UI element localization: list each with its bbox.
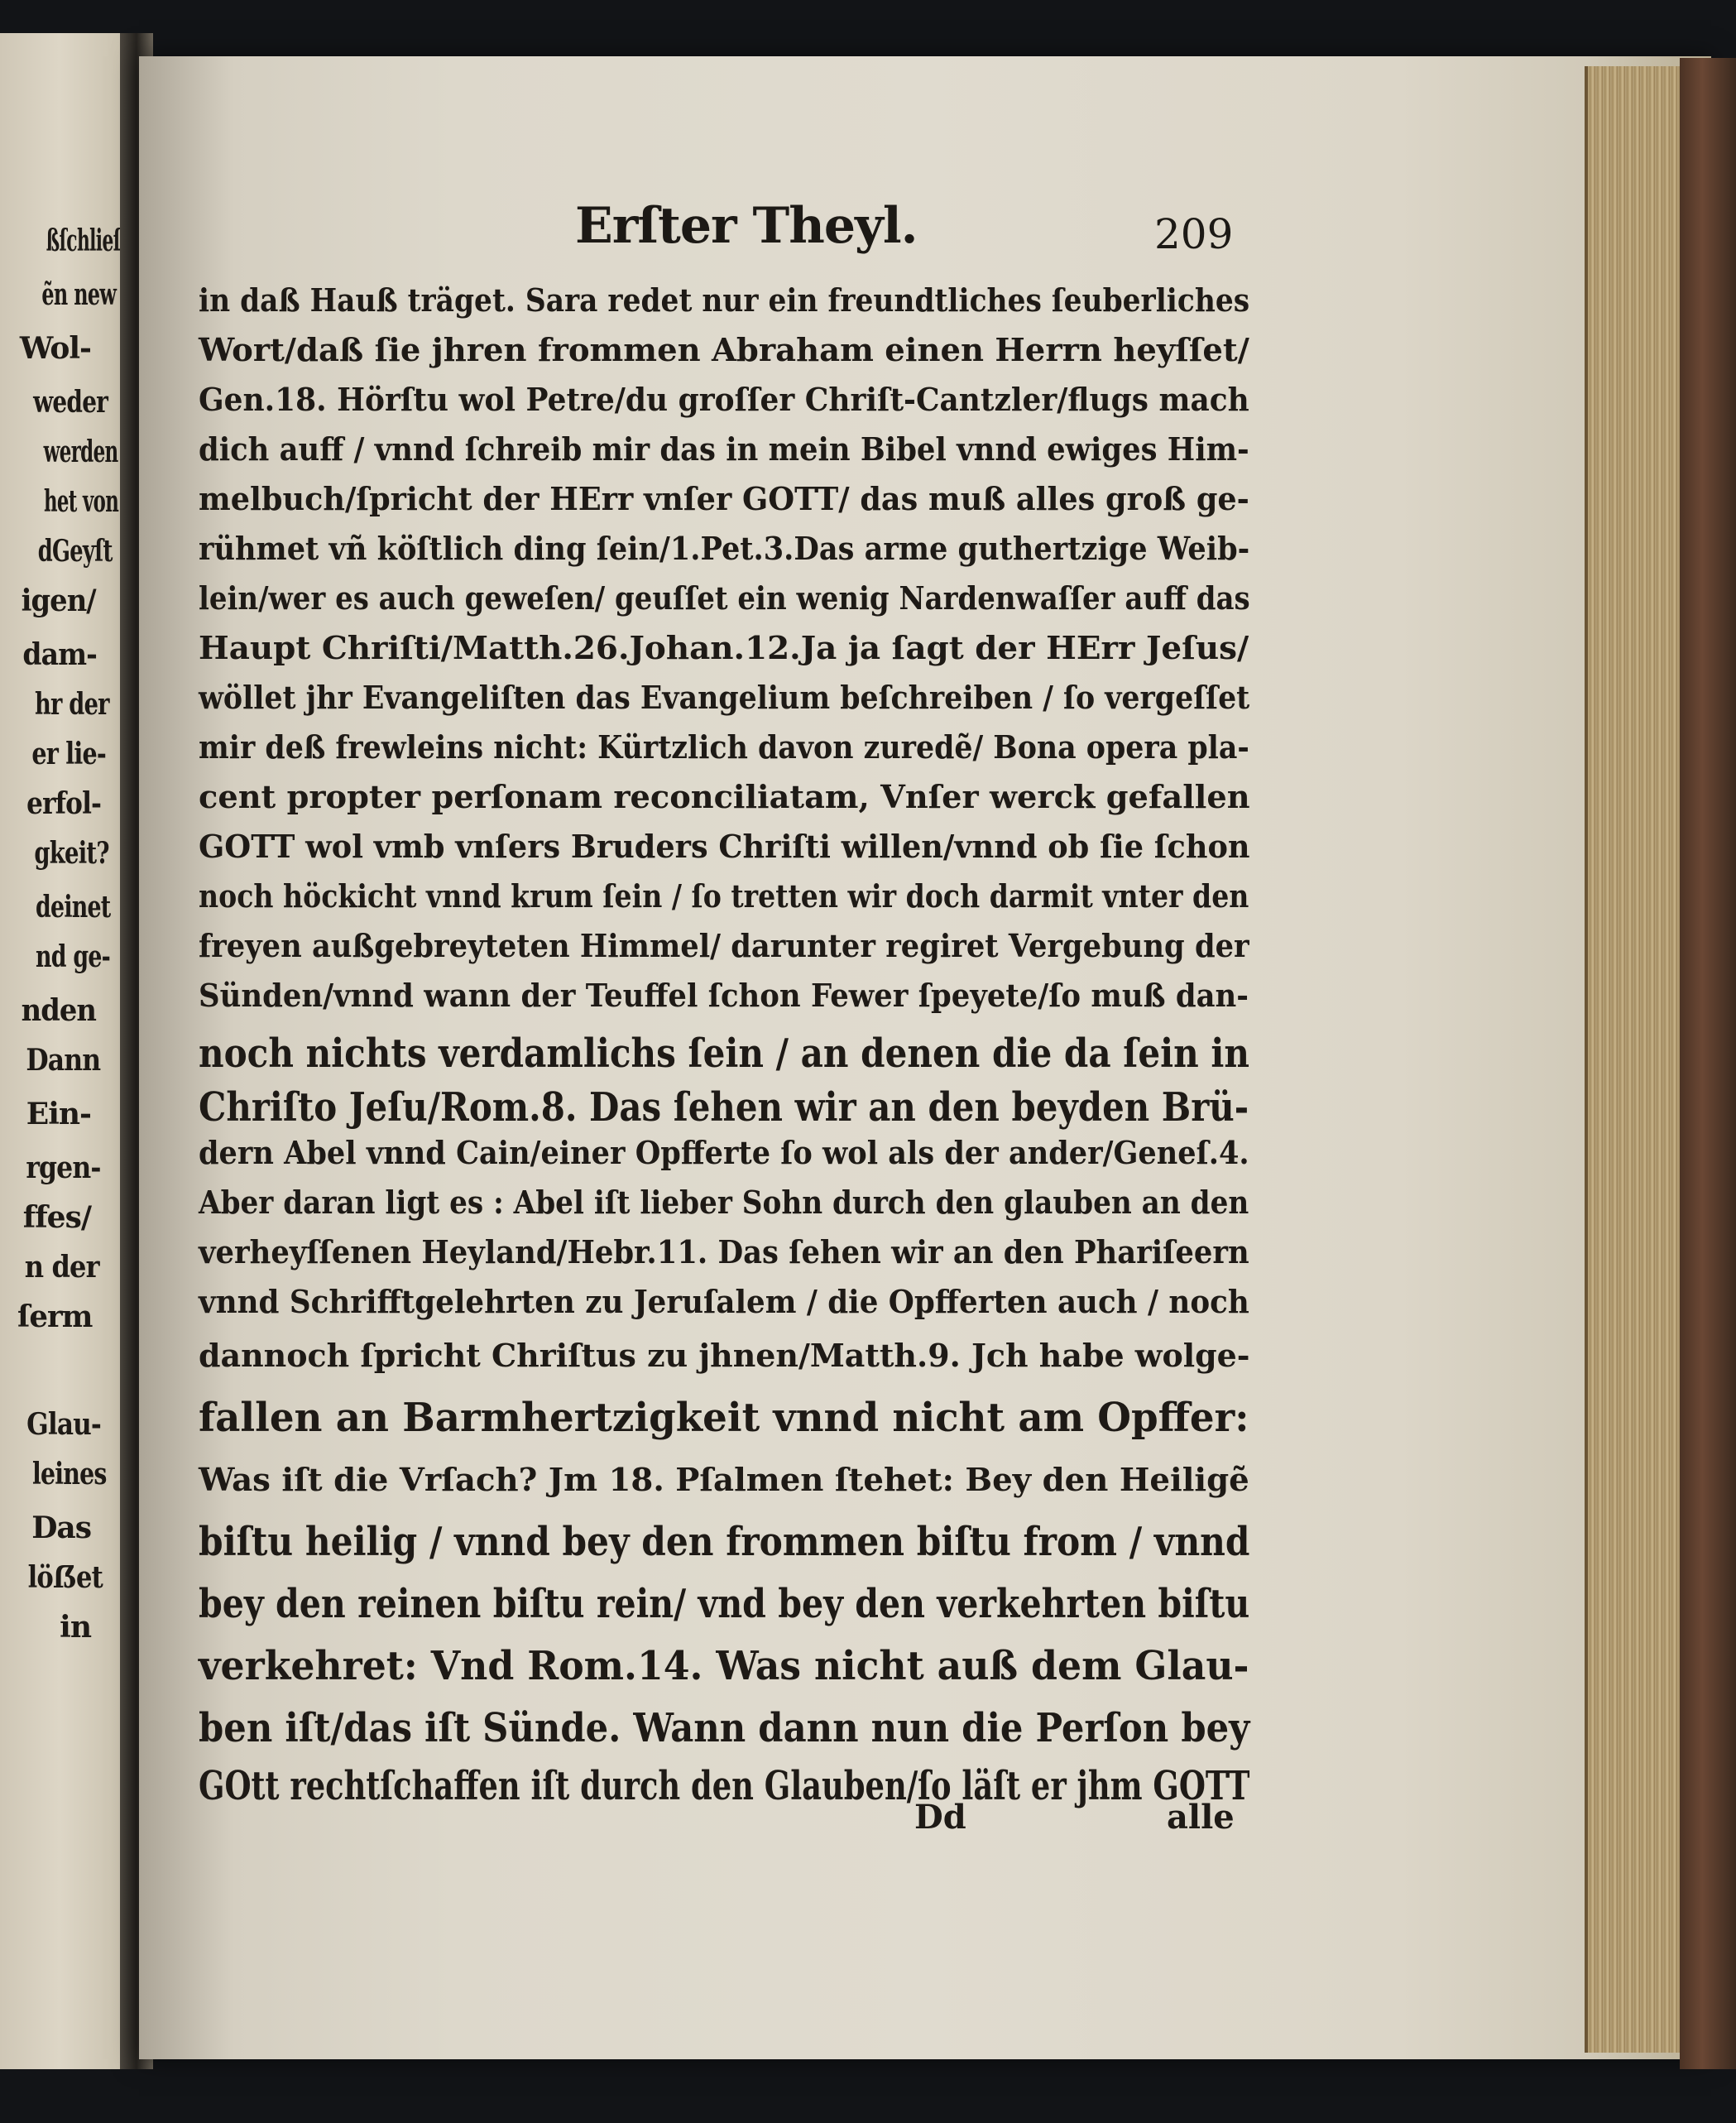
left-page-line: n der <box>24 1250 99 1285</box>
book-cover-edge <box>1680 58 1736 2069</box>
left-page-line: nd ge- <box>36 939 110 974</box>
left-page-line: Das <box>31 1511 91 1545</box>
catchword: alle <box>1167 1798 1235 1837</box>
text-line: Aber daran ligt es : Abel iſt lieber Sohn durch den glauben an den <box>199 1184 1249 1221</box>
text-line: ben iſt/das iſt Sünde. Wann dann nun die Perſon bey <box>199 1705 1250 1751</box>
left-page-line: Wol- <box>19 331 91 366</box>
text-line: Chriſto Jeſu/Rom.8. Das ſehen wir an den beyden Brü- <box>199 1084 1249 1131</box>
text-line: dannoch ſpricht Chriſtus zu jhnen/Matth.9. Jch habe wolge- <box>199 1337 1250 1374</box>
text-line: biſtu heilig / vnnd bey den frommen biſtu from / vnnd <box>199 1519 1250 1565</box>
left-page-line: het von <box>43 484 119 519</box>
text-line: GOtt rechtſchaffen iſt durch den Glauben/ſo läſt er jhm GOTT <box>199 1763 1250 1809</box>
left-page-line: ßſchlieſ <box>46 223 121 258</box>
left-page-line: ffes/ <box>22 1200 91 1235</box>
text-line: lein/wer es auch geweſen/ geuſſet ein wenig Nardenwaſſer auff das <box>199 579 1250 617</box>
left-page-line: weder <box>33 385 108 420</box>
page-number: 209 <box>1154 210 1234 258</box>
left-page-line: löẞet <box>27 1560 103 1595</box>
text-line: Haupt Chriſti/Matth.26.Johan.12.Ja ja ſagt der HErr Jeſus/ <box>199 629 1249 666</box>
left-page-line: Ein- <box>26 1097 91 1131</box>
left-page-line: leines <box>31 1457 107 1491</box>
text-line: rühmet vñ köſtlich ding ſein/1.Pet.3.Das arme guthertzige Weib- <box>199 530 1250 567</box>
text-line: wöllet jhr Evangeliſten das Evangelium beſchreiben / ſo vergeſſet <box>199 679 1250 716</box>
left-page-line: ſerm <box>17 1299 93 1334</box>
text-line: verkehret: Vnd Rom.14. Was nicht auß dem Glau- <box>199 1643 1249 1689</box>
text-line: in daß Hauß träget. Sara redet nur ein freundtliches ſeuberliches <box>199 281 1250 319</box>
left-page-line: deinet <box>36 890 111 925</box>
text-line: Sünden/vnnd wann der Teuffel ſchon Fewer ſpeyete/ſo muß dan- <box>199 977 1249 1014</box>
left-page-line: igen/ <box>21 584 96 618</box>
text-line: bey den reinen biſtu rein/ vnd bey den verkehrten biſtu <box>199 1581 1250 1627</box>
left-page-line: dam- <box>22 637 97 672</box>
text-line: noch höckicht vnnd krum ſein / ſo tretten wir doch darmit vnter den <box>199 877 1249 915</box>
left-page-line: hr der <box>34 687 109 722</box>
text-line: Was iſt die Vrſach? Jm 18. Pſalmen ſtehet: Bey den Heiligẽ <box>199 1461 1249 1498</box>
left-page-line: Glau- <box>26 1407 102 1442</box>
text-line: fallen an Barmhertzigkeit vnnd nicht am Opffer: <box>199 1395 1249 1441</box>
left-page-line: ẽn new <box>41 277 117 312</box>
signature-mark: Dd <box>914 1798 966 1837</box>
left-page-line: gkeit? <box>34 836 109 871</box>
text-line: noch nichts verdamlichs ſein / an denen die da ſein in <box>199 1030 1250 1077</box>
text-line: dern Abel vnnd Cain/einer Opfferte ſo wol als der ander/Geneſ.4. <box>199 1134 1249 1171</box>
text-line: verheyſſenen Heyland/Hebr.11. Das ſehen wir an den Phariſeern <box>199 1233 1249 1270</box>
text-line: dich auff / vnnd ſchreib mir das in mein Bibel vnnd ewiges Him- <box>199 430 1249 468</box>
left-page-line: nden <box>21 993 97 1028</box>
text-line: mir deß frewleins nicht: Kürtzlich davon zuredẽ/ Bona opera pla- <box>199 728 1249 766</box>
text-line: melbuch/ſpricht der HErr vnſer GOTT/ das muß alles groß ge- <box>199 480 1249 517</box>
left-page-line: werden <box>43 435 118 469</box>
left-page-line: rgen- <box>26 1150 101 1185</box>
left-page-line: Dann <box>26 1043 101 1078</box>
running-head: Erſter Theyl. <box>575 197 918 255</box>
left-page-line: erfol- <box>26 786 102 821</box>
left-page-line: dGeyſt <box>37 534 113 569</box>
text-line: cent propter perſonam reconciliatam, Vnſer werck gefallen <box>199 778 1250 815</box>
text-line: vnnd Schrifftgelehrten zu Jeruſalem / die Opfferten auch / noch <box>199 1283 1249 1320</box>
text-line: Wort/daß ſie jhren frommen Abraham einen Herrn heyſſet/ <box>199 331 1249 368</box>
text-line: GOTT wol vmb vnſers Bruders Chriſti willen/vnnd ob ſie ſchon <box>199 828 1250 865</box>
left-page-line: in <box>60 1610 91 1645</box>
text-line: freyen außgebreyteten Himmel/ darunter regiret Vergebung der <box>199 927 1249 964</box>
left-page-line: er lie- <box>31 737 106 771</box>
text-line: Gen.18. Hörſtu wol Petre/du groſſer Chriſt-Cantzler/flugs mach <box>199 381 1249 418</box>
